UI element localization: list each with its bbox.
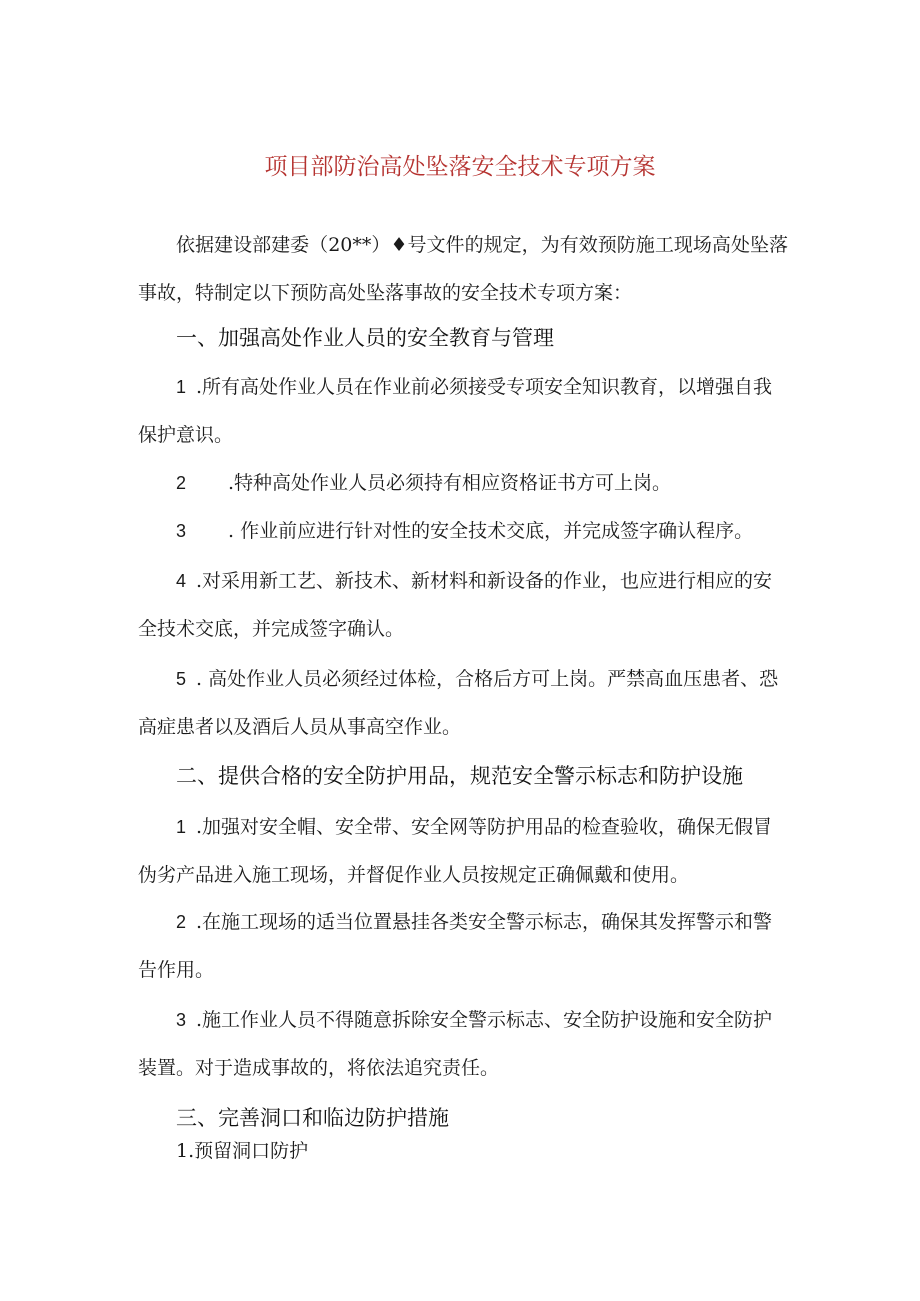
item-number: 2 (176, 473, 187, 493)
item-text: .特种高处作业人员必须持有相应资格证书方可上岗。 (228, 472, 672, 494)
section-heading-2: 二、提供合格的安全防护用品，规范安全警示标志和防护设施 (176, 764, 743, 788)
section-heading-3: 三、完善洞口和临边防护措施 (176, 1106, 449, 1130)
item-number: 2 (176, 912, 187, 932)
subsection-label: 1.预留洞口防护 (176, 1140, 309, 1162)
list-item (138, 655, 788, 751)
item-number: 5 (176, 669, 187, 689)
item-number: 3 (176, 521, 187, 541)
item-number: 1 (176, 817, 187, 837)
item-text: .所有高处作业人员在作业前必须接受专项安全知识教育，以增强自我保护意识。 (138, 376, 773, 446)
item-text: .在施工现场的适当位置悬挂各类安全警示标志，确保其发挥警示和警告作用。 (138, 911, 773, 981)
item-number: 3 (176, 1010, 187, 1030)
list-item (138, 996, 788, 1092)
section-heading-1: 一、加强高处作业人员的安全教育与管理 (176, 326, 554, 350)
list-item (138, 459, 788, 507)
list-item (138, 898, 788, 994)
item-text: .对采用新工艺、新技术、新材料和新设备的作业，也应进行相应的安全技术交底，并完成签字确认。 (138, 570, 773, 640)
item-text: . 作业前应进行针对性的安全技术交底，并完成签字确认程序。 (228, 520, 754, 542)
document-title: 项目部防治高处坠落安全技术专项方案 (264, 154, 656, 180)
item-number: 1 (176, 377, 187, 397)
list-item (138, 803, 788, 899)
list-item (138, 557, 788, 653)
item-number: 4 (176, 571, 187, 591)
list-item (138, 507, 788, 555)
intro-paragraph: 依据建设部建委（20**）♦号文件的规定，为有效预防施工现场高处坠落事故，特制定以下预防高处坠落事故的安全技术专项方案： (138, 234, 788, 304)
list-item (138, 363, 788, 459)
item-text: .施工作业人员不得随意拆除安全警示标志、安全防护设施和安全防护装置。对于造成事故的，将依法追究责任。 (138, 1009, 773, 1079)
item-text: . 高处作业人员必须经过体检，合格后方可上岗。严禁高血压患者、恐高症患者以及酒后人员从事高空作业。 (138, 668, 779, 738)
item-text: .加强对安全帽、安全带、安全网等防护用品的检查验收，确保无假冒伪劣产品进入施工现场，并督促作业人员按规定正确佩戴和使用。 (138, 816, 773, 886)
